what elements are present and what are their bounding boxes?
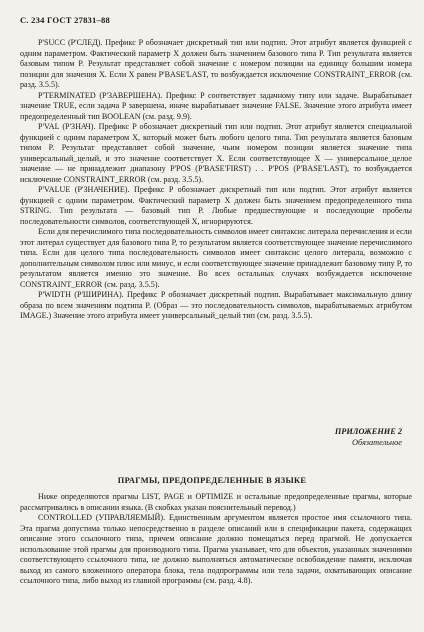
paragraph-value: P'VALUE (P'ЗНАЧЕНИЕ). Префикс P обозначает дискретный тип или подтип. Этот атрибут является функцией с одним параметром. Фактический параметр X должен быть значением предопределенного типа STRING. Тип результата — базовый тип P. Любые предшествующие и последующие пробелы последовательности символов, соответствующей X, игнорируются. (20, 185, 412, 226)
appendix-label (335, 426, 402, 448)
appendix-subtitle: Обязательное (351, 438, 402, 447)
appendix-title: ПРИЛОЖЕНИЕ 2 (334, 427, 402, 436)
paragraph-width: P'WIDTH (P'ШИРИНА). Префикс P обозначает дискретный подтип. Вырабатывает максимальную длину образа по всем значениям подтипа P. (Образ — это последовательность символов, вырабатываемых атрибутом IMAGE.) Значение этого атрибута имеет универсальный_целый тип (см. разд. 3.5.5). (20, 290, 412, 320)
paragraph-succ: P'SUCC (P'СЛЕД). Префикс P обозначает дискретный тип или подтип. Этот атрибут является функцией с одним параметром. Фактический параметр X должен быть значением базового типа P. Тип результата является базовым типом P. Результат представляет собой значение с номером позиции на единицу большим номера позиции для значения X. Если X равен P'BASE'LAST, то возбуждается исключение CONSTRAINT_ERROR (см. разд. 3.5.5). (20, 38, 412, 89)
paragraph-intro: Ниже определяются прагмы LIST, PAGE и OPTIMIZE и остальные предопределенные прагмы, которые рассматривались в описании языка. (В скобках указан пояснительный перевод.) (20, 492, 412, 512)
paragraph-val: P'VAL (P'ЗНАЧ). Префикс P обозначает дискретный тип или подтип. Этот атрибут является специальной функцией с одним параметром X, который может быть любого целого типа. Тип результата является базовым типом P. Результат представляет собой значение, чьим номером позиции является значение типа универсальный_целый, и это значение соответствует X. Если соответствующее X — универсальное_целое значение — не принадлежит диапазону P'POS (P'BASE'FIRST) . . P'POS (P'BASE'LAST), то возбуждается исключение CONSTRAINT_ERROR (см. разд. 3.5.5). (20, 122, 412, 184)
paragraph-controlled: CONTROLLED (УПРАВЛЯЕМЫЙ). Единственным аргументом является простое имя ссылочного типа. Эта прагма допустима только непосредственно в разделе описаний или в спецификации пакета, содержащих описание этого ссылочного типа, причем описание должно помещаться перед прагмой. Не допускается использование этой прагмы для производного типа. Прагма указывает, что для объектов, указанных значениями соответствующего ссылочного типа, не должно выполняться автоматическое освобождение памяти, исключая выход из самого вложенного оператора блока, тела подпрограммы или тела задачи, охватывающих описание ссылочного типа, либо выход из главной программы (см. разд. 4.8). (20, 513, 412, 585)
attributes-text (20, 38, 412, 322)
pragmas-text (20, 492, 412, 587)
section-title: ПРАГМЫ, ПРЕДОПРЕДЕЛЕННЫЕ В ЯЗЫКЕ (117, 476, 307, 485)
page-header: С. 234 ГОСТ 27831–88 (20, 15, 111, 25)
paragraph-enum-literal: Если для перечислимого типа последовательность символов имеет синтаксис литерала перечисления и если этот литерал существует для базового типа P, то результатом является соответствующее значение перечислимого типа. Если для целого типа последовательность символов имеет синтаксис целого литерала, возможно с дополнительным символом плюс или минус, и если соответствующее значение принадлежит базовому типу P, то результатом является именно это значение. Во всех остальных случаях возбуждается исключение CONSTRAINT_ERROR (см. разд. 3.5.5). (20, 227, 412, 289)
paragraph-terminated: P'TERMINATED (P'ЗАВЕРШЕНА). Префикс P соответствует задачному типу или задаче. Вырабатывает значение TRUE, если задача P завершена, иначе вырабатывает значение FALSE. Значение этого атрибута имеет предопределенный тип BOOLEAN (см. разд. 9.9). (20, 90, 412, 121)
